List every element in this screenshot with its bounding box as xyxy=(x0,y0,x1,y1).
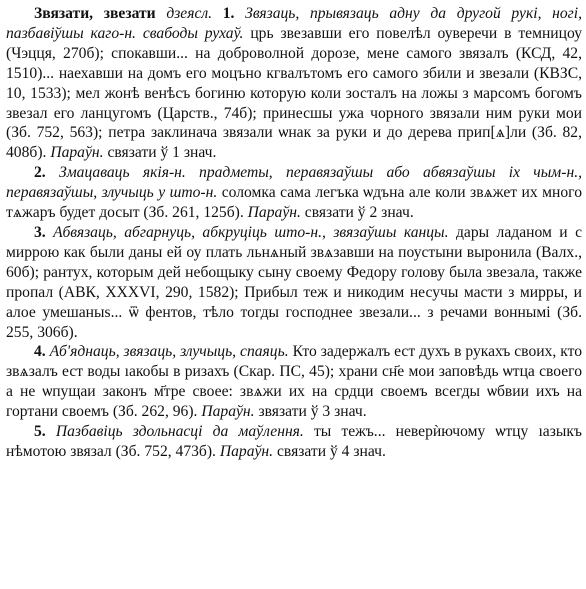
sense-5 xyxy=(6,422,582,462)
sense-definition: Змацаваць якія-н. прадметы, перавязаўшы або абвязаўшы іх чым-н., перавязаўшы, злучыць у што-н. xyxy=(6,164,582,202)
sense-1 xyxy=(6,4,582,163)
dictionary-entry xyxy=(6,4,582,462)
sense-2 xyxy=(6,163,582,223)
variant-label: Параўн. xyxy=(247,204,301,222)
variant-reference: звязати ў 3 знач. xyxy=(258,403,367,421)
sense-citations: ты тежъ... неверѝючому ѡтцу ıазыкъ нѣмотою звязал (Зб. 752, 473б). xyxy=(6,423,582,460)
sense-number: 5. xyxy=(34,423,46,441)
headword: Звязати, звезати xyxy=(34,5,156,22)
variant-label: Параўн. xyxy=(50,144,104,162)
sense-definition: Звязаць, прывязаць адну да другой рукі, ногі, пазбавіўшы каго-н. свабоды рухаў. xyxy=(6,5,582,42)
sense-citations: Кто задержалъ ест духъ в рукахъ своих, кто звѧзалъ ест воды ıакобы в ризахъ (Скар. ПС, 45); храни сн҃е мои заповѣдь ѡтца своего а не ѡпущаи законъ м҃тре своее: звѧжи их на срдци своемъ всегды ѡбвии ихъ на гортани своемъ (Зб. 262, 96). xyxy=(6,343,583,421)
sense-3 xyxy=(6,223,582,342)
sense-citations: црь звезавши его повелѣл оуверечи в темницоу (Чэцця, 270б); спокавши... на доброволной дорозе, мене самого звязалъ (КСД, 42, 1510)... наехавши на домъ его моцъно кгвалътомъ его самого збили и звезали (КВЗС, 10, 1533); мел жонѣ венѣсъ богиню которую коли зосталъ на ложы з марсомъ богомъ звезал его ланцугомъ (Царств., 74б); принесшы ужа чорного звязали ним руки мои (Зб. 752, 563); петра заклинача звязали ѡнак за руки и до дерева прип[ѧ]ли (Зб. 82, 408б). xyxy=(6,24,582,162)
sense-definition: Пазбавіць здольнасці да маўлення. xyxy=(55,423,304,441)
variant-reference: связати ў 1 знач. xyxy=(107,144,217,162)
sense-4 xyxy=(6,342,582,422)
part-of-speech: дзеясл. xyxy=(166,5,213,22)
sense-definition: Аб'яднаць, звязаць, злучыць, спаяць. xyxy=(49,343,289,361)
sense-number: 3. xyxy=(34,223,46,241)
sense-number: 1. xyxy=(222,5,235,22)
sense-number: 4. xyxy=(34,343,46,361)
sense-number: 2. xyxy=(34,164,46,182)
sense-definition: Абвязаць, абгарнуць, абкруціць што-н., звязаўшы канцы. xyxy=(53,223,449,241)
variant-reference: связати ў 2 знач. xyxy=(304,204,414,222)
sense-citations: дары ладаном и с миррою как были даны ей оу плать льнѧный звѧзавши на поустыни выронила (Валх., 60б); рантух, которым дей небощыку сыну своему Федору голову была звезала, также пропал (АВК, XXXVI, 290, 1582); Прибыл теж и никодим несучы масти з мирры, и алое умешаныѕ... ѿ фентов, тѣло тогды господнее звезали... з речами воннымi (Зб. 255, 306б). xyxy=(6,223,582,341)
variant-label: Параўн. xyxy=(201,403,255,421)
variant-reference: связати ў 4 знач. xyxy=(276,442,386,460)
sense-citations: соломка сама легъка ѡдъна але коли звѧжет их много тѧжаръ будет досыт (Зб. 261, 125б). xyxy=(6,184,582,222)
variant-label: Параўн. xyxy=(219,442,274,460)
